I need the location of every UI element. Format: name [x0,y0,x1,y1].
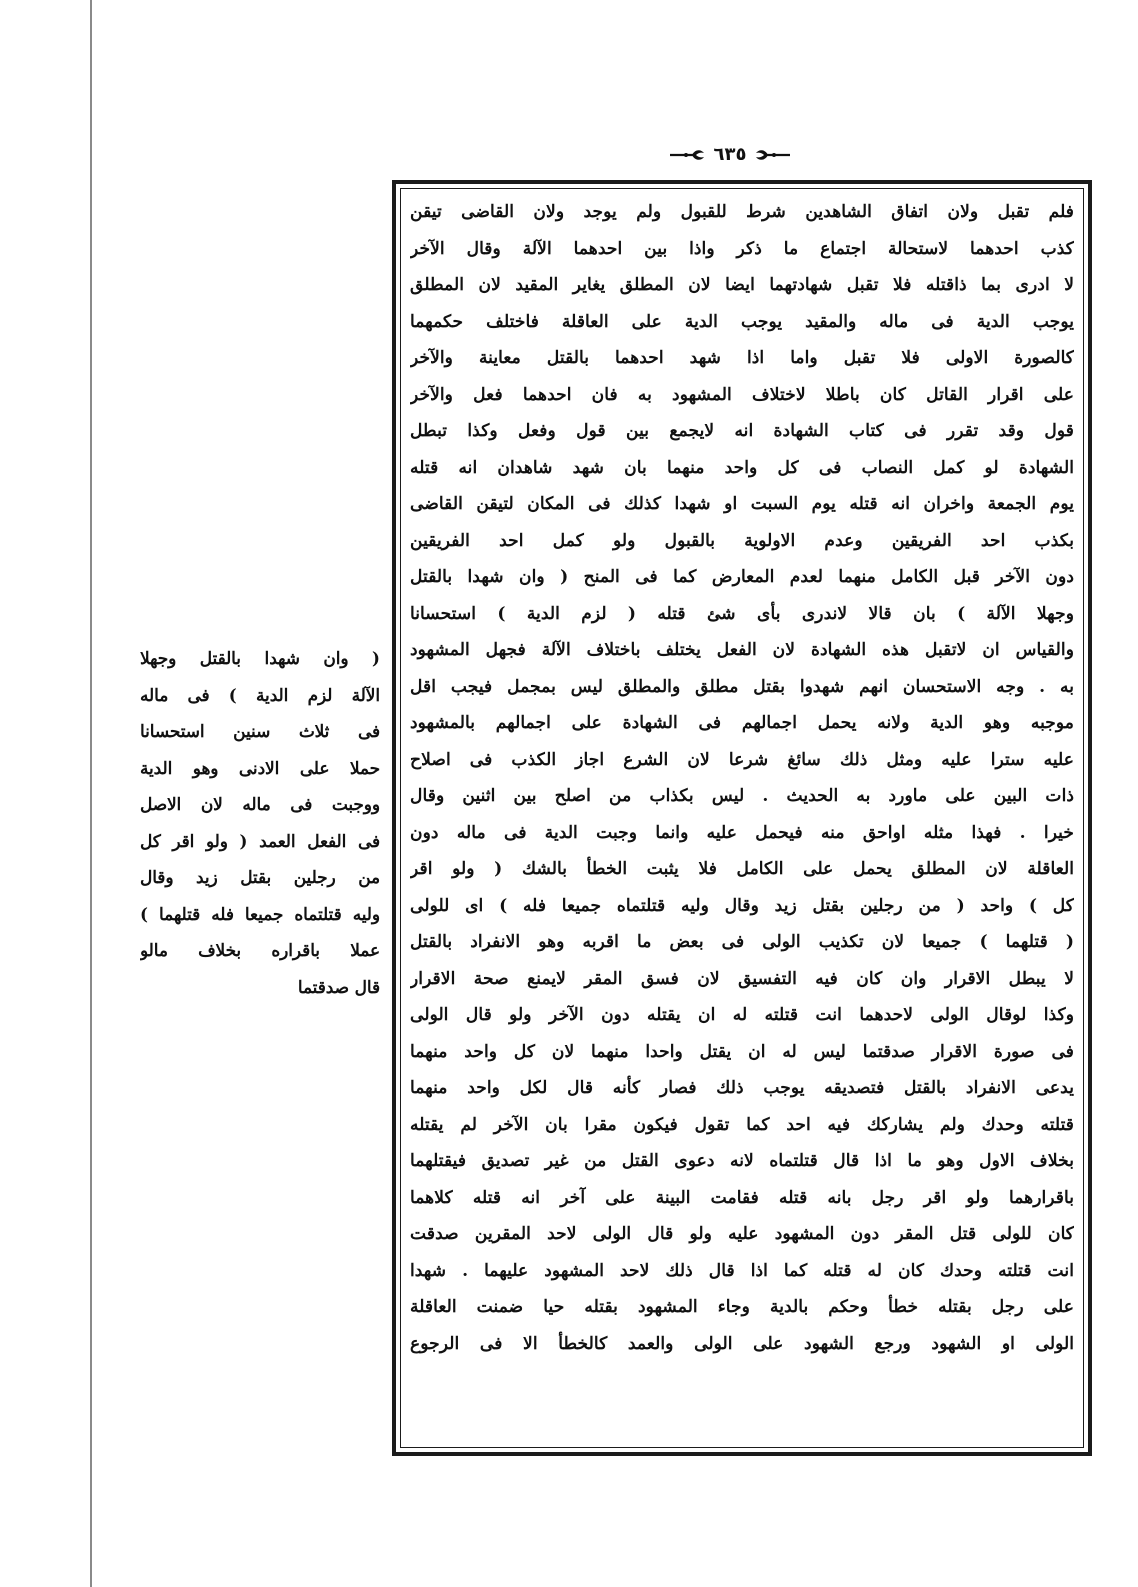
margin-line: عملا باقراره بخلاف مالو [140,940,380,960]
text-line: على اقرار القاتل كان باطلا لاختلاف المشهود به فان احدهما فعل والآخر [410,384,1074,405]
text-line: ( قتلهما ) جميعا لان تكذيب الولى فى بعض ما اقربه وهو الانفراد بالقتل [410,932,1074,952]
text-line: بخلاف الاول وهو ما اذا قال قتلتماه لانه دعوى القتل من غير تصديق فيقتلهما [410,1151,1074,1171]
margin-line: وليه قتلتماه جميعا فله قتلهما ) [140,903,380,924]
text-line: خيرا . فهذا مثله اواحق منه فيحمل عليه وانما وجبت الدية فى ماله دون [410,822,1074,843]
left-ornament-icon [668,147,706,163]
text-line: لا ادرى بما ذاقتله فلا تقبل شهادتهما ايضا لان المطلق يغاير المقيد لان المطلق [410,275,1074,295]
text-line: فى صورة الاقرار صدقتما ليس له ان يقتل واحدا منهما لان كل واحد منهما [410,1041,1074,1062]
text-line: عليه سترا عليه ومثل ذلك سائغ شرعا لان الشرع اجاز الكذب فى اصلاح [410,749,1074,770]
margin-line: فى الفعل العمد ( ولو اقر كل [140,830,380,851]
text-line: يوم الجمعة واخران انه قتله يوم السبت او شهدا كذلك فى المكان لتيقن القاضى [410,494,1074,514]
margin-commentary [140,640,380,1005]
text-line: قتلته وحدك ولم يشاركك فيه احد كما تقول فيكون مقرا بان الآخر لم يقتله [410,1114,1074,1135]
text-line: وكذا لوقال الولى لاحدهما انت قتلته له ان يقتله دون الآخر ولو قال الولى [410,1005,1074,1025]
text-line: كالصورة الاولى فلا تقبل واما اذا شهد احدهما بالقتل معاينة والآخر [410,348,1074,368]
text-line: وجهلا الآلة ) بان قالا لاندرى بأى شئ قتله ( لزم الدية ) استحسانا [410,603,1074,624]
margin-line: حملا على الادنى وهو الدية [140,757,380,778]
text-line: بكذب احد الفريقين وعدم الاولوية بالقبول ولو كمل احد الفريقين [410,530,1074,551]
text-line: الولى او الشهود ورجع الشهود على الولى والعمد كالخطأ الا فى الرجوع [410,1333,1074,1354]
page-number: ٦٣٥ [713,144,747,165]
text-line: العاقلة لان المطلق يحمل على الكامل فلا يثبت الخطأ بالشك ( ولو اقر [410,859,1074,879]
margin-line: من رجلين بقتل زيد وقال [140,867,380,887]
text-line: يدعى الانفراد بالقتل فتصديقه يوجب ذلك فصار كأنه قال لكل واحد منهما [410,1078,1074,1098]
text-line: فلم تقبل ولان اتفاق الشاهدين شرط للقبول ولم يوجد ولان القاضى تيقن [410,202,1074,222]
text-line: انت قتلته وحدك كان له قتله كما اذا قال ذلك لاحد المشهود عليهما . شهدا [410,1260,1074,1281]
page-binding-line [90,0,92,1587]
right-ornament-icon [754,147,792,163]
text-line: ذات البين على ماورد به الحديث . ليس بكذاب من اصلح بين اثنين وقال [410,786,1074,806]
text-line: على رجل بقتله خطأ وحكم بالدية وجاء المشهود بقتله حيا ضمنت العاقلة [410,1297,1074,1317]
margin-line: قال صدقتما [297,976,380,997]
text-line: دون الآخر قبل الكامل منهما لعدم المعارض كما فى المنح ( وان شهدا بالقتل [410,567,1074,587]
text-line: كذب احدهما لاستحالة اجتماع ما ذكر واذا بين احدهما الآلة وقال الآخر [410,238,1074,259]
text-line: لا يبطل الاقرار وان كان فيه التفسيق لان فسق المقر لايمنع صحة الاقرار [410,968,1074,989]
text-line: كان للولى قتل المقر دون المشهود عليه ولو قال الولى لاحد المقرين صدقت [410,1224,1074,1244]
main-text-frame [392,180,1092,1456]
main-text-body [410,194,1074,1446]
text-line: كل ) واحد ( من رجلين بقتل زيد وقال وليه قتلتماه جميعا فله ) اى للولى [410,895,1074,916]
margin-line: ( وان شهدا بالقتل وجهلا [140,648,380,668]
text-line: الشهادة لو كمل النصاب فى كل واحد منهما بان شهد شاهدان انه قتله [410,457,1074,478]
margin-line: ووجبت فى ماله لان الاصل [140,794,380,814]
page-header [655,140,805,170]
text-line: والقياس ان لاتقبل هذه الشهادة لان الفعل يختلف باختلاف الآلة فجهل المشهود [410,640,1074,660]
text-line: موجبه وهو الدية ولانه يحمل اجمالهم فى الشهادة على اجمالهم بالمشهود [410,713,1074,733]
text-line: يوجب الدية فى ماله والمقيد يوجب الدية على العاقلة فاختلف حكمهما [410,311,1074,332]
margin-line: فى ثلاث سنين استحسانا [140,721,380,741]
text-line: قول وقد تقرر فى كتاب الشهادة انه لايجمع بين قول وفعل وكذا تبطل [410,421,1074,441]
text-line: باقرارهما ولو اقر رجل بانه قتله فقامت البينة على آخر انه قتله كلاهما [410,1187,1074,1208]
text-line: به . وجه الاستحسان انهم شهدوا بقتل مطلق والمطلق ليس بمجمل فيجب اقل [410,676,1074,697]
margin-line: الآلة لزم الدية ) فى ماله [140,684,380,705]
